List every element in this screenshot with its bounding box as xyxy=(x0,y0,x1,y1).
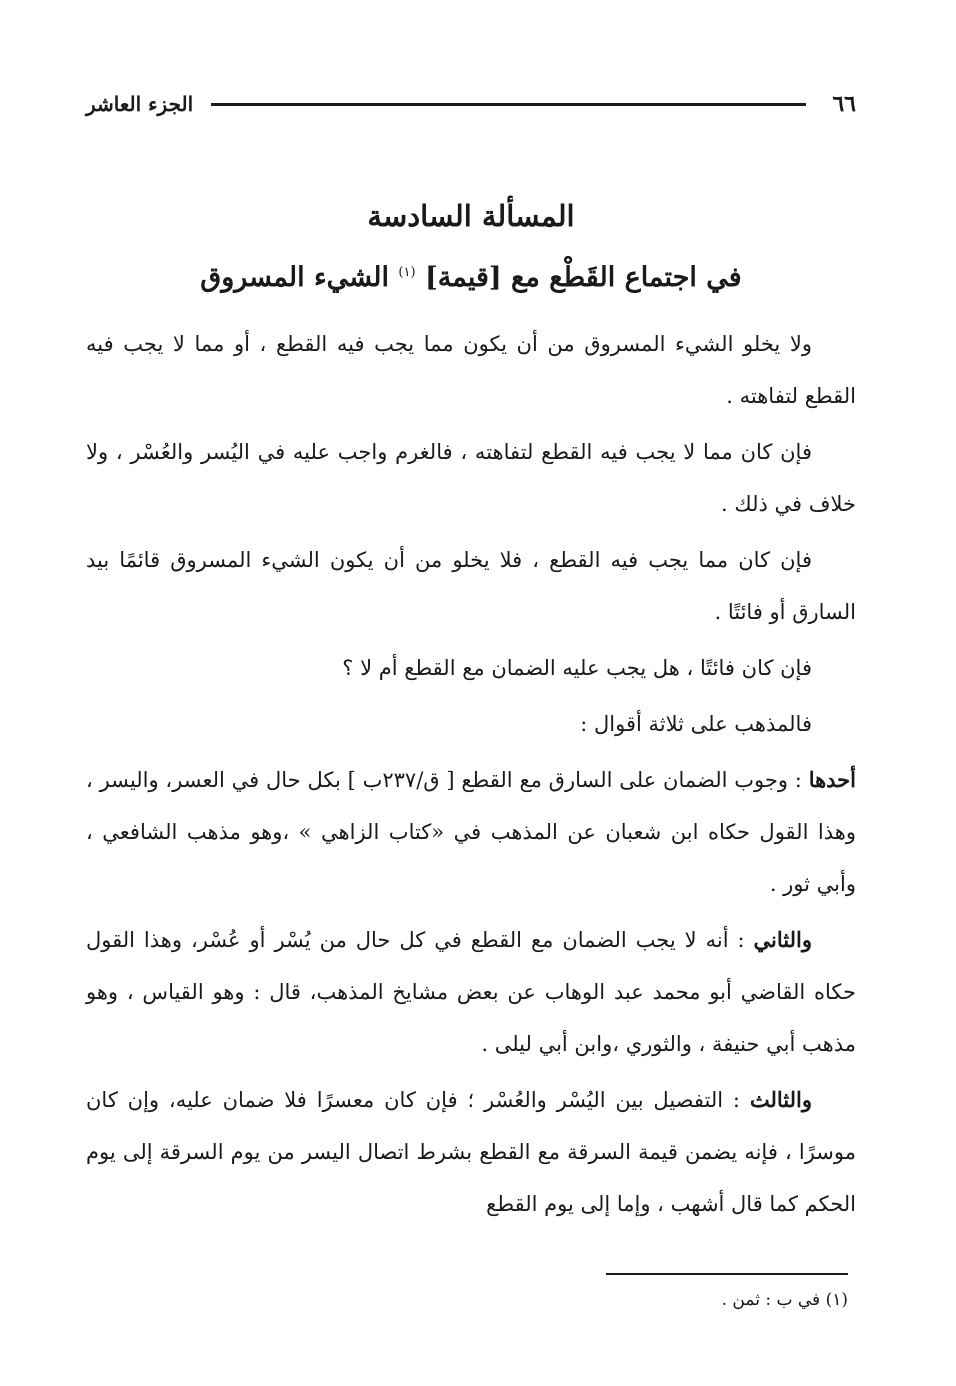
body-text xyxy=(86,318,856,1234)
paragraph-text: فإن كان مما يجب فيه القطع ، فلا يخلو من أن يكون الشيء المسروق قائمًا بيد السارق أو فائتًا . xyxy=(86,548,856,624)
footnote-separator xyxy=(606,1273,848,1275)
page-number: ٦٦ xyxy=(832,91,856,117)
paragraph-text: : أنه لا يجب الضمان مع القطع في كل حال من يُسْر أو عُسْر، وهذا القول حكاه القاضي أبو محمد عبد الوهاب عن بعض مشايخ المذهب، قال : وهو القياس ، وهو مذهب أبي حنيفة ، والثوري ،وابن أبي ليلى . xyxy=(86,928,856,1056)
chapter-subtitle xyxy=(86,246,856,300)
footnote: (١) في ب : ثمن . xyxy=(721,1290,848,1310)
paragraph-text: : التفصيل بين اليُسْر والعُسْر ؛ فإن كان معسرًا فلا ضمان عليه، وإن كان موسرًا ، فإنه يضمن قيمة السرقة مع القطع بشرط اتصال اليسر من يوم السرقة إلى يوم الحكم كما قال أشهب ، وإما إلى يوم القطع xyxy=(86,1088,856,1216)
running-title: الجزء العاشر xyxy=(86,92,194,116)
paragraph-text: ولا يخلو الشيء المسروق من أن يكون مما يجب فيه القطع ، أو مما لا يجب فيه القطع لتفاهته . xyxy=(86,332,856,408)
footnote-ref-mark: (١) xyxy=(398,265,416,280)
opinion-lead: والثالث xyxy=(749,1087,812,1112)
paragraph-opinion-1 xyxy=(86,754,856,910)
paragraph xyxy=(86,426,856,530)
opinion-lead: والثاني xyxy=(753,927,812,952)
paragraph-text: : وجوب الضمان على السارق مع القطع [ ق/٢٣٧ب ] بكل حال في العسر، واليسر ، وهذا القول حكاه ابن شعبان عن المذهب في «كتاب الزاهي » ،وهو مذهب الشافعي ، وأبي ثور . xyxy=(86,768,856,896)
paragraph-opinion-2 xyxy=(86,914,856,1070)
paragraph xyxy=(86,698,856,750)
paragraph-text: فإن كان مما لا يجب فيه القطع لتفاهته ، فالغرم واجب عليه في اليُسر والعُسْر ، ولا خلاف في ذلك . xyxy=(86,440,856,516)
chapter-title: المسألة السادسة xyxy=(367,199,575,233)
page-header xyxy=(86,84,856,124)
paragraph-text: فالمذهب على ثلاثة أقوال : xyxy=(580,712,812,736)
paragraph xyxy=(86,534,856,638)
subtitle-part-2: الشيء المسروق xyxy=(200,262,390,293)
paragraph-text: فإن كان فائتًا ، هل يجب عليه الضمان مع القطع أم لا ؟ xyxy=(342,656,812,680)
title-block xyxy=(86,192,856,300)
opinion-lead: أحدها xyxy=(808,767,856,792)
paragraph xyxy=(86,642,856,694)
header-rule xyxy=(211,103,806,106)
subtitle-part-1: في اجتماع القَطْع مع [قيمة] xyxy=(424,262,742,293)
paragraph xyxy=(86,318,856,422)
paragraph-opinion-3 xyxy=(86,1074,856,1230)
